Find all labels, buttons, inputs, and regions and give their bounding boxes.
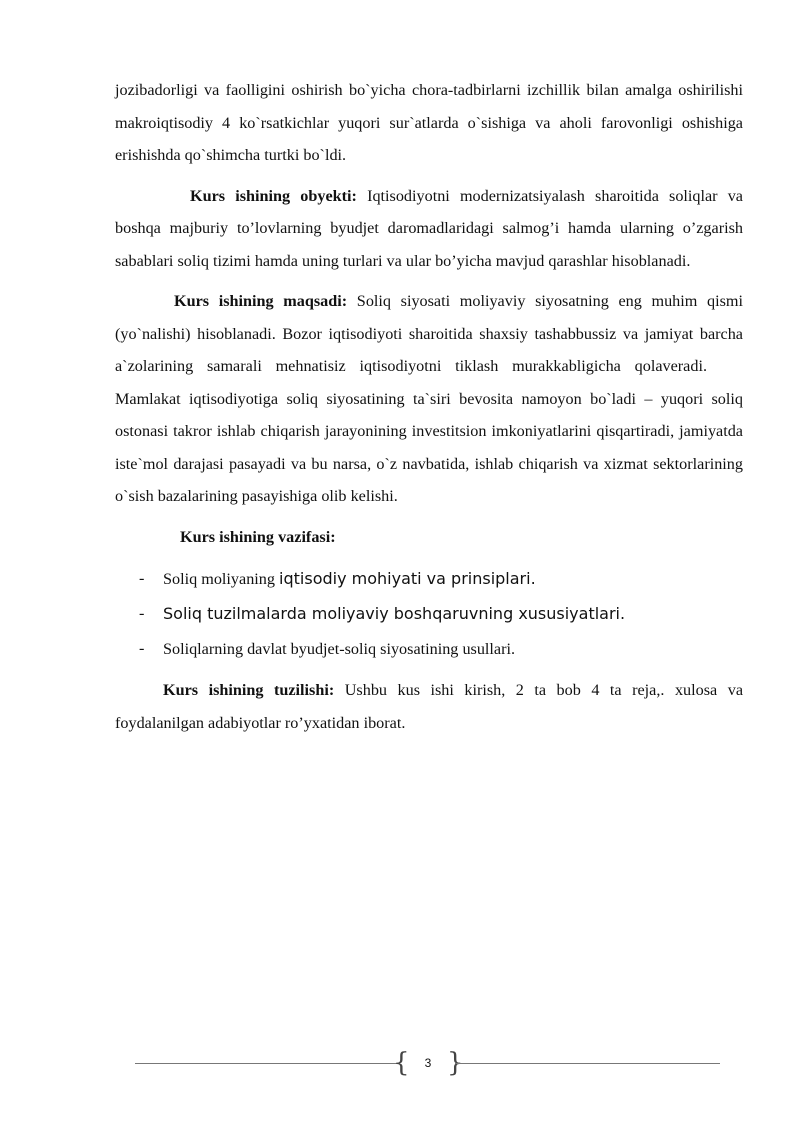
- vazifa-heading: Kurs ishining vazifasi:: [180, 527, 336, 546]
- list-item-text-sans: iqtisodiy mohiyati va prinsiplari.: [279, 569, 536, 588]
- maqsad-text-2: Mamlakat iqtisodiyotiga soliq siyosatining ta`siri bevosita namoyon bo`ladi – yuqori soliq ostonasi takror ishlab chiqarish jarayonining investitsion imkoniyatlarini qisqartiradi, jamiyatda iste`mol darajasi pasayadi va bu narsa, o`z navbatida, ishlab chiqarish va xizmat sektorlarining o`sish bazalarining pasayishiga olib kelishi.: [115, 389, 743, 505]
- page-footer: [135, 1048, 720, 1092]
- tuzilishi-label: Kurs ishining tuzilishi:: [163, 681, 335, 699]
- obyekt-text: Iqtisodiyotni modernizatsiyalash sharoitida soliqlar va boshqa majburiy to’lovlarning byudjet daromadlaridagi salmog’i hamda ularning o’zgarish sabablari soliq tizimi hamda uning turlari va ular bo’yicha mavjud qarashlar hisoblanadi.: [115, 186, 743, 270]
- list-dash: -: [139, 569, 145, 587]
- list-item-text-serif: Soliqlarning davlat byudjet-soliq siyosatining usullari.: [163, 640, 516, 658]
- footer-rule-right: [455, 1063, 720, 1064]
- tuzilishi-paragraph: [115, 674, 743, 739]
- list-item-text-serif: Soliq moliyaning: [163, 570, 280, 588]
- footer-brace-left: {: [393, 1048, 410, 1078]
- page-number: 3: [424, 1056, 432, 1070]
- list-item: [115, 596, 743, 631]
- maqsad-text-1: Soliq siyosati moliyaviy siyosatning eng muhim qismi (yo`nalishi) hisoblanadi. Bozor iqtisodiyoti sharoitida shaxsiy tashabbussiz va jamiyat barcha a`zolarining samarali mehnatisiz iqtisodiyotni tiklash murakkabligicha qolaveradi.: [115, 292, 743, 375]
- list-dash: -: [139, 604, 145, 622]
- obyekt-paragraph: [115, 180, 743, 278]
- maqsad-label: Kurs ishining maqsadi:: [174, 292, 348, 310]
- footer-brace-right: }: [447, 1048, 464, 1078]
- list-item: [115, 561, 743, 596]
- footer-rule-left: [135, 1063, 397, 1064]
- intro-paragraph: jozibadorligi va faolligini oshirish bo`yicha chora-tadbirlarni izchillik bilan amalga oshirilishi makroiqtisodiy 4 ko`rsatkichlar yuqori sur`atlarda o`sishiga va aholi farovonligi oshishiga erishishda qo`shimcha turtki bo`ldi.: [115, 81, 743, 164]
- list-item-text-sans: Soliq tuzilmalarda moliyaviy boshqaruvning xususiyatlari.: [163, 604, 626, 623]
- obyekt-label: Kurs ishining obyekti:: [190, 186, 357, 205]
- tuzilishi-text: Ushbu kus ishi kirish, 2 ta bob 4 ta reja,. xulosa va foydalanilgan adabiyotlar ro’yxatidan iborat.: [115, 681, 743, 732]
- list-item: [115, 631, 743, 666]
- page-body: [115, 74, 743, 747]
- list-dash: -: [139, 639, 145, 657]
- maqsad-paragraph: [115, 285, 743, 513]
- vazifa-list: [115, 561, 743, 666]
